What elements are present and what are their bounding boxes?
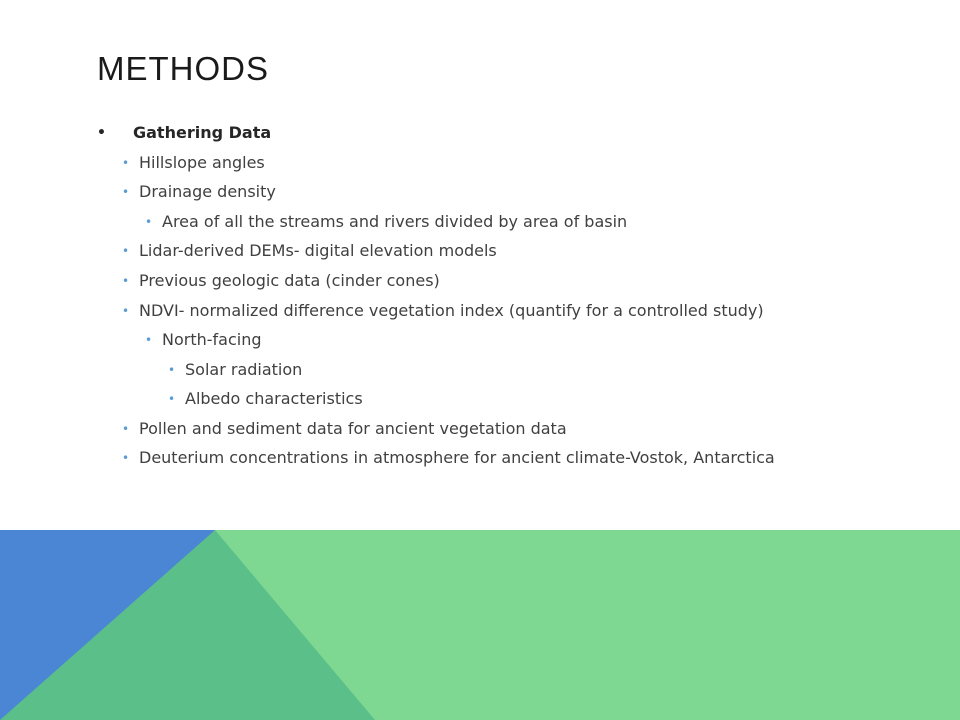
bullet-marker: •	[122, 304, 130, 318]
bullet-text: Area of all the streams and rivers divided by area of basin	[162, 212, 628, 231]
bullet-marker: •	[122, 244, 130, 258]
bullet-marker: •	[168, 363, 176, 377]
slide-title: METHODS	[97, 50, 269, 87]
bullet-text: Previous geologic data (cinder cones)	[139, 271, 440, 290]
bullet-marker: •	[122, 422, 130, 436]
bullet-text: Hillslope angles	[139, 153, 265, 172]
bullet-marker: •	[122, 451, 130, 465]
bullet-drainage-density	[122, 182, 276, 202]
bullet-deuterium	[122, 448, 775, 468]
bullet-text: Solar radiation	[185, 360, 303, 379]
bullet-albedo	[168, 389, 363, 409]
bullet-marker: •	[97, 125, 106, 141]
decorative-footer-shapes	[0, 530, 960, 720]
bullet-text: Deuterium concentrations in atmosphere for ancient climate-Vostok, Antarctica	[139, 448, 775, 467]
bullet-marker: •	[122, 185, 130, 199]
bullet-marker: •	[122, 274, 130, 288]
bullet-text: North-facing	[162, 330, 262, 349]
bullet-marker: •	[122, 156, 130, 170]
bullet-hillslope-angles	[122, 153, 265, 173]
bullet-text: Lidar-derived DEMs- digital elevation models	[139, 241, 497, 260]
bullet-lidar-dems	[122, 241, 497, 261]
bullet-text: NDVI- normalized difference vegetation index (quantify for a controlled study)	[139, 301, 764, 320]
bullet-marker: •	[145, 333, 153, 347]
bullet-area-of-streams	[145, 212, 628, 232]
bullet-text: Albedo characteristics	[185, 389, 363, 408]
bullet-north-facing	[145, 330, 262, 350]
bullet-solar-radiation	[168, 360, 303, 380]
bullet-gathering-data	[97, 123, 272, 143]
bullet-marker: •	[145, 215, 153, 229]
bullet-text: Gathering Data	[133, 123, 272, 142]
bullet-ndvi	[122, 301, 764, 321]
bullet-text: Drainage density	[139, 182, 276, 201]
bullet-geologic-data	[122, 271, 440, 291]
bullet-text: Pollen and sediment data for ancient vegetation data	[139, 419, 567, 438]
bullet-pollen-sediment	[122, 419, 567, 439]
bullet-marker: •	[168, 392, 176, 406]
